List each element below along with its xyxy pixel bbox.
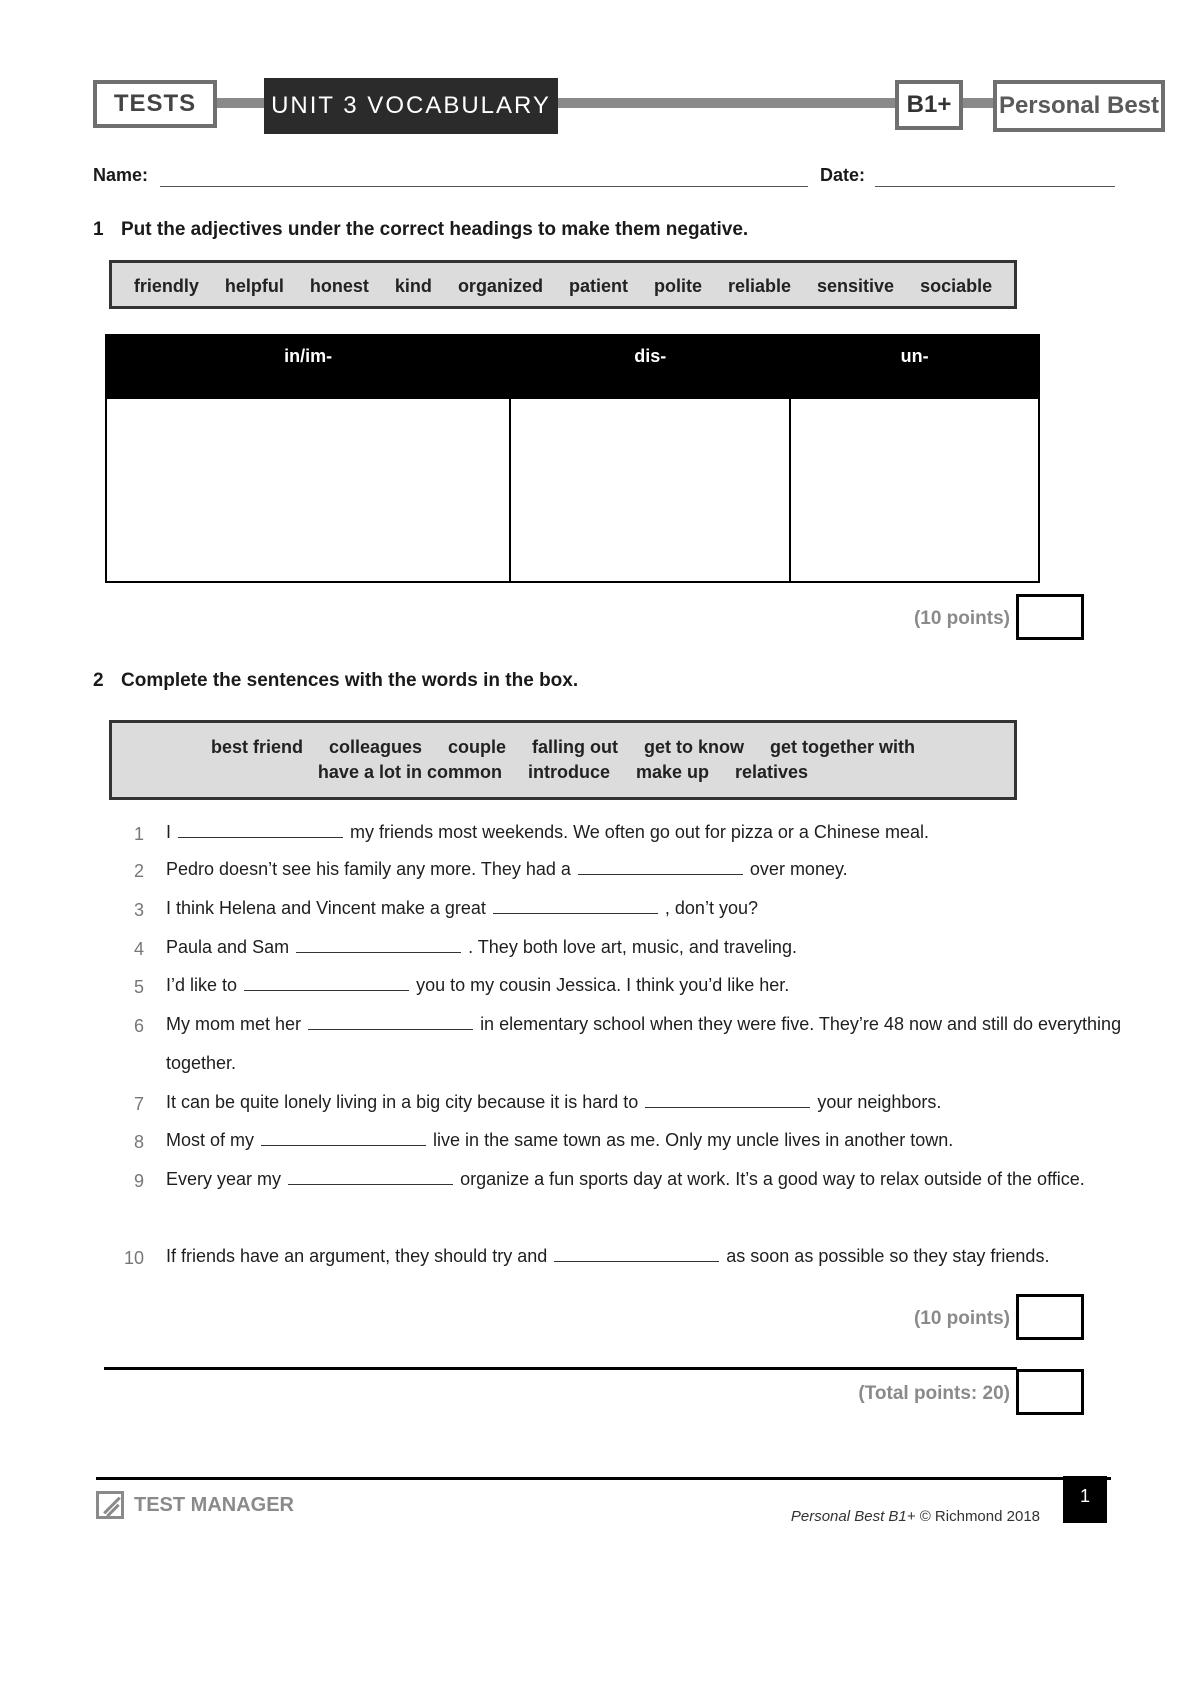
q2-instruction: Complete the sentences with the words in the box. [121,670,579,691]
test-manager-icon [96,1491,124,1519]
total-score-box[interactable] [1016,1369,1084,1415]
answer-gap[interactable] [244,976,409,991]
sentence-before-gap: My mom met her [166,1014,302,1034]
word-box-item: falling out [532,737,619,757]
sentence-text [166,928,1126,967]
page-number: 1 [1063,1476,1107,1523]
sentence-after-gap: live in the same town as me. Only my uncle lives in another town. [433,1130,954,1150]
sentence-text [166,1237,1126,1276]
word-box-item: sociable [920,276,993,296]
answer-gap[interactable] [645,1093,810,1108]
name-label: Name: [93,165,149,185]
column-header-dis: dis- [510,335,790,398]
sentence-before-gap: If friends have an argument, they should try and [166,1246,548,1266]
word-box-item: reliable [727,276,792,296]
sentence-before-gap: It can be quite lonely living in a big city because it is hard to [166,1092,639,1112]
sentence-after-gap: organize a fun sports day at work. It’s a good way to relax outside of the office. [460,1169,1085,1189]
sentence-before-gap: Most of my [166,1130,255,1150]
answer-cell-in-im[interactable] [106,398,510,582]
sentence-text [166,1160,1126,1199]
sentence-before-gap: I think Helena and Vincent make a great [166,898,486,918]
word-box-item: get to know [644,737,745,757]
answer-gap[interactable] [296,938,461,953]
sentence-number: 3 [133,900,144,920]
word-box-item: patient [568,276,628,296]
sentence-after-gap: your neighbors. [817,1092,942,1112]
sentence-text [166,1083,1126,1122]
q2-word-box [109,720,1017,800]
sentence-number: 9 [133,1171,144,1191]
word-box-item: couple [448,737,507,757]
word-box-item: relatives [735,762,809,782]
q1-title [93,219,748,241]
sentence-after-gap: my friends most weekends. We often go out for pizza or a Chinese meal. [350,822,929,842]
sentence-text [166,1121,1126,1160]
sentence-text [166,889,1126,928]
sentence-after-gap: . They both love art, music, and traveling. [468,937,797,957]
sentence-before-gap: Pedro doesn’t see his family any more. They had a [166,859,571,879]
q1-instruction: Put the adjectives under the correct headings to make them negative. [121,219,749,240]
q1-points: (10 points) [913,608,1010,629]
sentence-number: 8 [133,1132,144,1152]
copyright [700,1508,1040,1525]
sentence-number: 6 [133,1016,144,1036]
answer-gap[interactable] [308,1015,473,1030]
date-label: Date: [820,165,866,185]
sentence-after-gap: as soon as possible so they stay friends. [726,1246,1050,1266]
q2-score-box[interactable] [1016,1294,1084,1340]
word-box-item: honest [309,276,369,296]
q1-answer-table [105,334,1040,583]
word-box-item: get together with [770,737,916,757]
sentence-after-gap: in elementary school when they were five. They’re 48 now and still do everything together. [166,1014,1122,1073]
q2-title [93,670,578,692]
sentence-number: 4 [133,939,144,959]
total-divider [104,1367,1017,1370]
answer-cell-dis[interactable] [510,398,790,582]
answer-gap[interactable] [261,1131,426,1146]
sentence-before-gap: I’d like to [166,975,238,995]
sentence-before-gap: Every year my [166,1169,282,1189]
column-header-in-im: in/im- [106,335,510,398]
word-box-item: organized [457,276,543,296]
tests-badge: TESTS [93,80,217,128]
sentence-number: 10 [123,1248,144,1268]
answer-gap[interactable] [578,860,743,875]
copyright-title: Personal Best B1+ [790,1508,916,1525]
copyright-publisher: © Richmond 2018 [915,1508,1040,1525]
word-box-item: helpful [224,276,284,296]
sentence-number: 2 [133,861,144,881]
answer-gap[interactable] [178,823,343,838]
sentence-after-gap: you to my cousin Jessica. I think you’d like her. [416,975,790,995]
column-header-un: un- [790,335,1039,398]
sentence-before-gap: I [166,822,172,842]
word-box-item: sensitive [817,276,895,296]
sentence-number: 1 [133,824,144,844]
answer-gap[interactable] [493,899,658,914]
q1-score-box[interactable] [1016,594,1084,640]
q1-word-box [109,260,1017,309]
brand-logo: Personal Best [993,80,1165,132]
sentence-number: 7 [133,1094,144,1114]
answer-gap[interactable] [554,1247,719,1262]
q1-number: 1 [93,219,104,240]
q2-points: (10 points) [913,1308,1010,1329]
sentence-after-gap: over money. [749,859,848,879]
word-box-item: polite [653,276,702,296]
sentence-text [166,966,1126,1005]
test-manager-logo [96,1491,294,1519]
name-field[interactable] [160,186,808,187]
sentence-text [166,850,1126,889]
word-box-item: have a lot in common [317,762,502,782]
word-box-item: colleagues [328,737,423,757]
unit-title: UNIT 3 VOCABULARY [264,78,558,134]
q2-number: 2 [93,670,104,691]
footer-divider [96,1477,1111,1480]
word-box-item: kind [394,276,432,296]
word-box-item: make up [635,762,710,782]
total-points: (Total points: 20) [858,1383,1010,1404]
word-box-item: best friend [210,737,303,757]
test-manager-label: TEST MANAGER [134,1493,294,1516]
answer-gap[interactable] [288,1170,453,1185]
sentence-after-gap: , don’t you? [664,898,758,918]
sentence-before-gap: Paula and Sam [166,937,290,957]
level-badge: B1+ [895,80,963,130]
sentence-number: 5 [133,977,144,997]
date-field[interactable] [875,186,1115,187]
word-box-item: introduce [527,762,610,782]
sentence-text [166,813,1126,852]
word-box-item: friendly [133,276,199,296]
sentence-text [166,1005,1126,1083]
answer-cell-un[interactable] [790,398,1039,582]
